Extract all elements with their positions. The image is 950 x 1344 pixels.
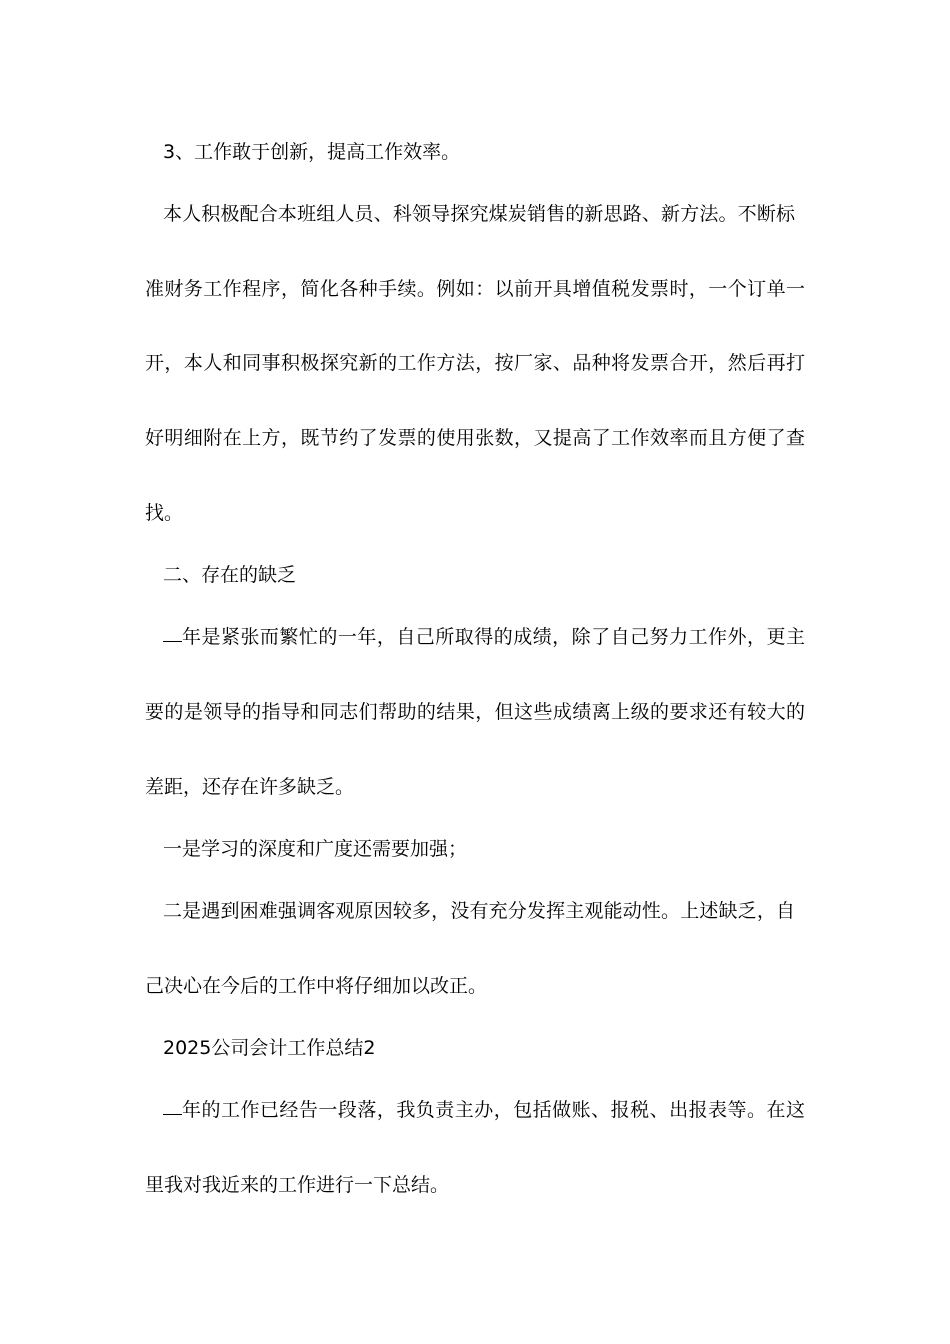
list-item-heading: 3、工作敢于创新，提高工作效率。 (163, 141, 461, 163)
paragraph-line-text: 年是紧张而繁忙的一年，自己所取得的成绩，除了自己努力工作外，更主 (182, 626, 805, 648)
paragraph-line: 要的是领导的指导和同志们帮助的结果，但这些成绩离上级的要求还有较大的 (145, 701, 805, 723)
paragraph-line (163, 625, 805, 649)
paragraph-line: 二是遇到困难强调客观原因较多，没有充分发挥主观能动性。上述缺乏，自 (163, 900, 795, 922)
blank-underline (163, 625, 182, 642)
paragraph-line: 好明细附在上方，既节约了发票的使用张数，又提高了工作效率而且方便了查 (145, 427, 805, 449)
paragraph-line: 找。 (145, 502, 184, 524)
paragraph-line: 差距，还存在许多缺乏。 (145, 776, 355, 798)
paragraph-line: 准财务工作程序，简化各种手续。例如：以前开具增值税发票时，一个订单一 (145, 278, 805, 300)
paragraph-line: 己决心在今后的工作中将仔细加以改正。 (145, 975, 488, 997)
paragraph-line-text: 年的工作已经告一段落，我负责主办，包括做账、报税、出报表等。在这 (182, 1099, 805, 1121)
section-heading: 二、存在的缺乏 (163, 564, 297, 586)
blank-underline (163, 1098, 182, 1115)
paragraph-line: 开，本人和同事积极探究新的工作方法，按厂家、品种将发票合开，然后再打 (145, 352, 805, 374)
paragraph-line: 里我对我近来的工作进行一下总结。 (145, 1174, 450, 1196)
paragraph-line: 本人积极配合本班组人员、科领导探究煤炭销售的新思路、新方法。不断标 (163, 203, 795, 225)
paragraph-line (163, 1098, 805, 1122)
paragraph-line: 一是学习的深度和广度还需要加强； (163, 838, 468, 860)
document-title: 2025公司会计工作总结2 (163, 1037, 376, 1059)
